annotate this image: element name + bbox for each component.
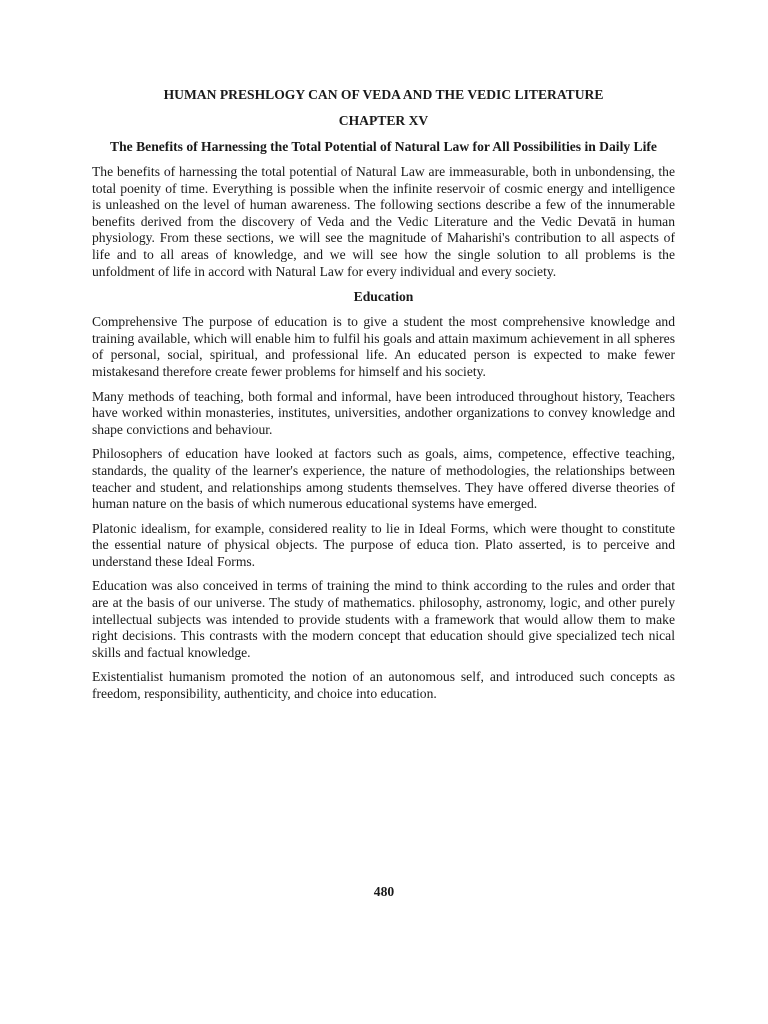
body-paragraph: Existentialist humanism promoted the notion of an autonomous self, and introduced such concepts as freedom, responsibility, authenticity, and choice into education. (92, 669, 675, 702)
chapter-subtitle: The Benefits of Harnessing the Total Potential of Natural Law for All Possibilities in Daily Life (110, 139, 657, 154)
body-paragraph: Comprehensive The purpose of education is to give a student the most comprehensive knowledge and training available, which will enable him to fulfil his goals and attain maximum achievement in all spheres of personal, social, spiritual, and professional life. An educated person is expected to make fewer mistakesand therefore create fewer problems for himself and his society. (92, 314, 675, 379)
body-paragraph: Platonic idealism, for example, considered reality to lie in Ideal Forms, which were thought to constitute the essential nature of physical objects. The purpose of educa tion. Plato asserted, is to perceive and understand these Ideal Forms. (92, 520, 675, 569)
body-paragraph: Many methods of teaching, both formal and informal, have been introduced throughout history, Teachers have worked within monasteries, institutes, universities, andother organizations to convey knowledge and shape convictions and behaviour. (92, 388, 675, 437)
document-page (92, 86, 675, 711)
chapter-heading: CHAPTER XV (338, 113, 429, 128)
section-heading-education: Education (353, 289, 414, 305)
page-number: 480 (373, 884, 395, 899)
intro-paragraph: The benefits of harnessing the total potential of Natural Law are immeasurable, both in unbondensing, the total poenity of time. Everything is possible when the infinite reservoir of cosmic energy and intelligence is unleashed on the level of human awareness. The following sections describe a few of the innumerable benefits derived from the discovery of Veda and the Vedic Literature and the Vedic Devatā in human physiology. From these sections, we will see the magnitude of Maharishi's contribution to all aspects of life and to all areas of knowledge, and we will see how the single solution to all problems is the unfoldment of life in accord with Natural Law for every individual and every society. (92, 164, 675, 279)
body-paragraph: Education was also conceived in terms of training the mind to think according to the rules and order that are at the basis of our universe. The study of mathematics. philosophy, astronomy, logic, and other purely intellectual subjects was intended to provide students with a framework that would allow them to make right decisions. This contrasts with the modern concept that education should give specialized tech nical skills and factual knowledge. (92, 578, 675, 660)
body-paragraph: Philosophers of education have looked at factors such as goals, aims, competence, effective teaching, standards, the quality of the learner's experience, the nature of methodologies, the relationships between teacher and student, and relationships among students themselves. They have offered diverse theories of human nature on the basis of which numerous educational systems have emerged. (92, 446, 675, 512)
book-title: HUMAN PRESHLOGY CAN OF VEDA AND THE VEDIC LITERATURE (163, 87, 604, 102)
